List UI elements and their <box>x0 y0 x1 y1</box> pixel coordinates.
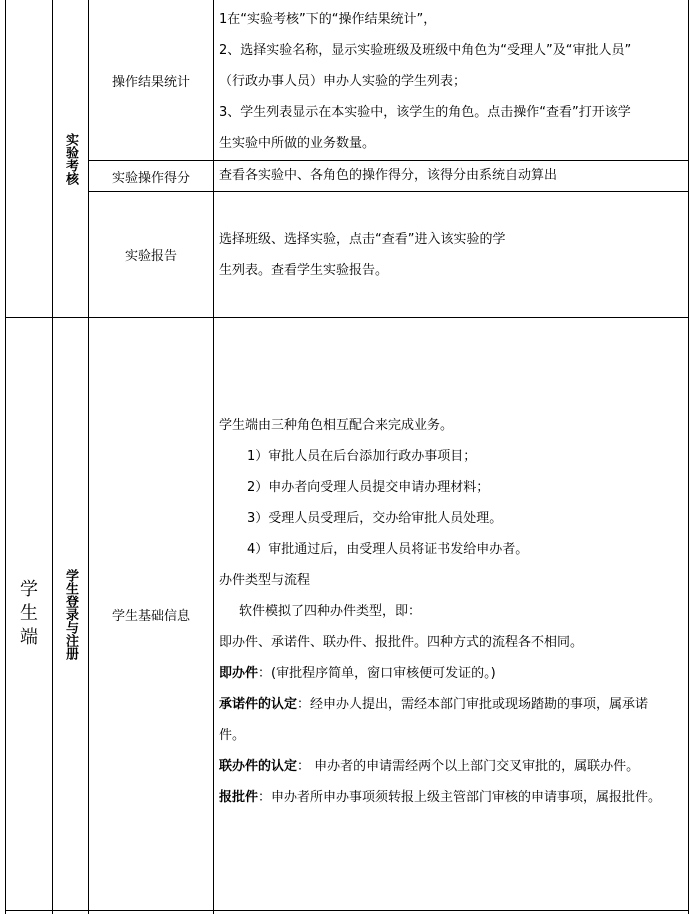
row-content-operation-stats <box>219 4 631 159</box>
content-line: 3、学生列表显示在本实验中，该学生的角色。点击操作“查看”打开该学 <box>219 105 631 120</box>
row-label-operation-stats <box>89 0 213 160</box>
section2-mid-label: 学生登录与注册 <box>63 568 78 660</box>
row-label-text: 实验报告 <box>124 249 177 264</box>
content-line: 选择班级、选择实验，点击“查看”进入该实验的学 <box>219 232 506 247</box>
content-line: 生实验中所做的业务数量。 <box>219 136 376 151</box>
def-term: 即办件 <box>219 666 259 681</box>
def-line-joint <box>219 751 661 782</box>
def-term: 报批件 <box>219 790 259 805</box>
step-line: 1）审批人员在后台添加行政办事项目； <box>247 449 477 464</box>
table-right-border <box>688 0 689 914</box>
intro-line: 学生端由三种角色相互配合来完成业务。 <box>219 418 454 433</box>
row-label-student-basic-info <box>89 318 213 910</box>
row-label-operation-score <box>89 161 213 191</box>
row-label-text: 学生基础信息 <box>111 608 190 624</box>
content-line: 查看各实验中、各角色的操作得分，该得分由系统自动算出 <box>219 168 558 183</box>
def-term: 联办件的认定 <box>219 759 298 774</box>
content-line: 生列表。查看学生实验报告。 <box>219 263 389 278</box>
section2-outer-cell <box>6 318 52 910</box>
def-text: ：经申办人提出，需经本部门审批或现场踏勘的事项，属承诺 <box>297 697 649 712</box>
content-line: 2、选择实验名称，显示实验班级及班级中角色为“受理人”及“审批人员” <box>219 43 632 58</box>
step-line: 4）审批通过后，由受理人员将证书发给申办者。 <box>247 542 529 557</box>
row-label-lab-report <box>89 192 213 317</box>
types-line: 即办件、承诺件、联办件、报批件。四种方式的流程各不相同。 <box>219 635 584 650</box>
row-content-operation-score <box>219 161 557 191</box>
def-line-promise-cont: 件。 <box>219 728 246 743</box>
step-line: 3）受理人员受理后，交办给审批人员处理。 <box>247 511 503 526</box>
row-label-text: 操作结果统计 <box>111 74 190 90</box>
table-col-divider-3 <box>213 0 214 914</box>
row-content-student-basic-info <box>219 410 661 813</box>
row-label-text: 实验操作得分 <box>111 170 190 186</box>
step-line: 2）申办者向受理人员提交申请办理材料； <box>247 480 490 495</box>
summary-line: 软件模拟了四种办件类型，即： <box>239 604 422 619</box>
def-text: ： 申办者的申请需经两个以上部门交叉审批的，属联办件。 <box>297 759 640 774</box>
def-text: ：(审批程序简单，窗口审核便可发证的。) <box>258 666 496 681</box>
def-line-immediate <box>219 658 661 689</box>
def-term: 承诺件的认定 <box>219 697 298 712</box>
heading-line: 办件类型与流程 <box>219 573 311 588</box>
section2-outer-label: 学生端 <box>20 579 38 648</box>
section2-mid-cell <box>53 318 88 910</box>
section1-mid-label: 实验考核 <box>63 132 78 185</box>
section1-outer-cell <box>6 0 52 317</box>
row-content-lab-report <box>219 224 505 286</box>
def-text: ：申办者所申办事项须转报上级主管部门审核的申请事项，属报批件。 <box>258 790 662 805</box>
table-bottom-border <box>5 910 689 911</box>
def-line-report <box>219 782 661 813</box>
content-line: 1在“实验考核”下的“操作结果统计”， <box>219 12 437 27</box>
section1-mid-cell <box>53 0 88 317</box>
content-line: （行政办事人员）申办人实验的学生列表； <box>219 74 467 89</box>
def-line-promise <box>219 689 661 720</box>
